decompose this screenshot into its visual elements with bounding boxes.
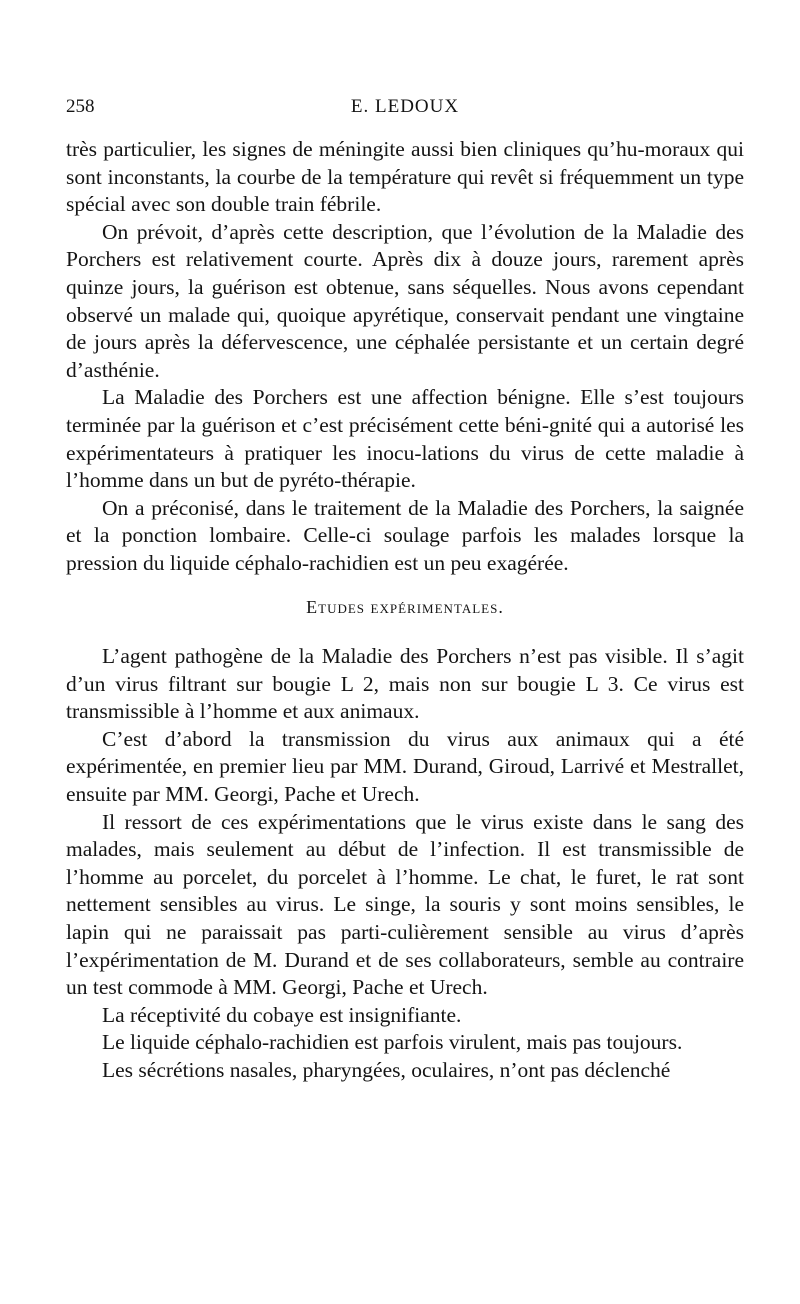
running-head: E. LEDOUX [350,96,460,117]
paragraph: On a préconisé, dans le traitement de la Maladie des Porchers, la saignée et la ponction lombaire. Celle-ci soulage parfois les malades lorsque la pression du liquide céphalo-rachidien est un peu exagérée. [66,495,744,575]
paragraph: L’agent pathogène de la Maladie des Porchers n’est pas visible. Il s’agit d’un virus filtrant sur bougie L 2, mais non sur bougie L 3. Ce virus est transmissible à l’homme et aux animaux. [66,644,744,724]
page-header [66,96,744,136]
page-number: 258 [66,96,95,117]
paragraph: Le liquide céphalo-rachidien est parfois virulent, mais pas toujours. [102,1030,683,1055]
paragraph: On prévoit, d’après cette description, que l’évolution de la Maladie des Porchers est relativement courte. Après dix à douze jours, rarement après quinze jours, la guérison est obtenue, sans séquelles. Nous avons cependant observé un malade qui, quoique apyrétique, conservait pendant une vingtaine de jours après la défervescence, une céphalée persistante et un certain degré d’asthénie. [66,219,744,382]
paragraph: Il ressort de ces expérimentations que le virus existe dans le sang des malades, mais seulement au début de l’infection. Il est transmissible de l’homme au porcelet, du porcelet à l’homme. Le chat, le furet, le rat sont nettement sensibles au virus. Le singe, la souris y sont moins sensibles, le lapin qui ne paraissait pas parti-culièrement sensible au virus d’après l’expérimentation de M. Durand et de ses collaborateurs, semble au contraire un test commode à MM. Georgi, Pache et Urech. [66,809,744,1000]
paragraph: La Maladie des Porchers est une affection bénigne. Elle s’est toujours terminée par la guérison et c’est précisément cette béni-gnité qui a autorisé les expérimentateurs à pratiquer les inocu-lations du virus de cette maladie à l’homme dans un but de pyréto-thérapie. [66,385,744,493]
section-heading: Etudes expérimentales. [306,596,504,617]
paragraph: La réceptivité du cobaye est insignifiante. [102,1002,462,1027]
paragraph: C’est d’abord la transmission du virus aux animaux qui a été expérimentée, en premier lieu par MM. Durand, Giroud, Larrivé et Mestrallet, ensuite par MM. Georgi, Pache et Urech. [66,726,744,807]
paragraph: très particulier, les signes de méningite aussi bien cliniques qu’hu-moraux qui sont inconstants, la courbe de la température qui revêt si fréquemment un type spécial avec son double train fébrile. [66,137,744,217]
paragraph: Les sécrétions nasales, pharyngées, oculaires, n’ont pas déclenché [102,1058,671,1082]
book-page [66,96,744,1085]
body-text [66,136,744,1085]
